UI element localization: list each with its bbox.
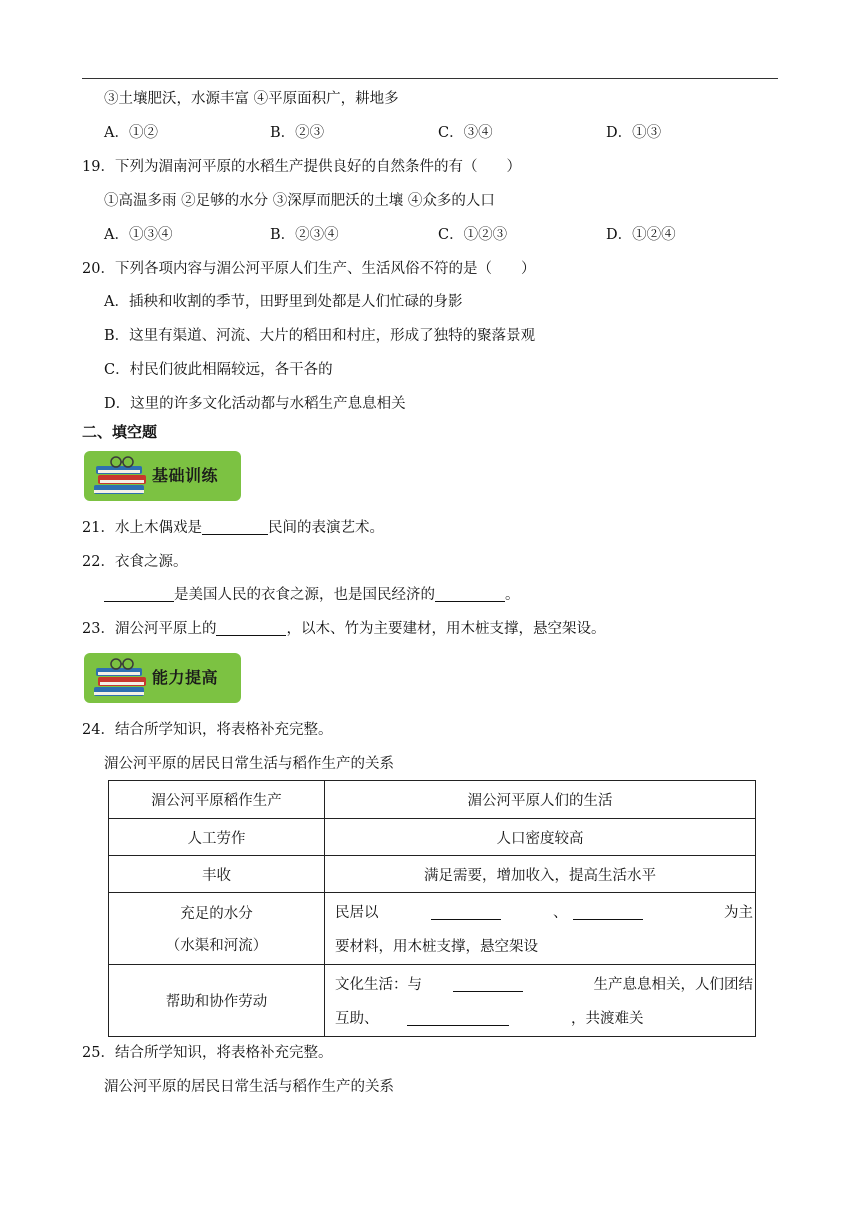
table-cell: 丰收 — [109, 856, 325, 893]
q18-option-a[interactable]: A．①② — [104, 125, 158, 141]
table-row — [109, 819, 756, 856]
q22-mid: 是美国人民的衣食之源，也是国民经济的 — [174, 587, 435, 603]
q18-items: ③土壤肥沃，水源丰富 ④平原面积广，耕地多 — [104, 91, 399, 107]
q18-option-b[interactable]: B．②③ — [270, 125, 325, 141]
q23-blank[interactable] — [216, 619, 286, 636]
cell-culture-b: 生产息息相关，人们团结 — [593, 977, 753, 993]
q20-stem: 20．下列各项内容与湄公河平原人们生产、生活风俗不符的是（ ） — [82, 261, 536, 277]
q25-stem: 25．结合所学知识，将表格补充完整。 — [82, 1045, 333, 1061]
q22-body — [104, 585, 520, 605]
housing-blank-1[interactable] — [431, 903, 501, 920]
table-header-left: 湄公河平原稻作生产 — [109, 781, 325, 819]
table-row — [109, 893, 756, 965]
q19-option-d[interactable]: D．①②④ — [606, 227, 676, 243]
table-cell: 人口密度较高 — [325, 819, 756, 856]
table-cell: 满足需要，增加收入，提高生活水平 — [325, 856, 756, 893]
q19-option-c[interactable]: C．①②③ — [438, 227, 508, 243]
q18-option-c[interactable]: C．③④ — [438, 125, 493, 141]
q19-option-a[interactable]: A．①③④ — [104, 227, 173, 243]
q21-pre: 21．水上木偶戏是 — [82, 520, 202, 536]
q22-blank-2[interactable] — [435, 585, 505, 602]
badge-advanced-label: 能力提高 — [152, 668, 219, 687]
table-row — [109, 965, 756, 1037]
table-cell: 人工劳作 — [109, 819, 325, 856]
q22-blank-1[interactable] — [104, 585, 174, 602]
q21 — [82, 518, 384, 538]
books-icon — [92, 455, 152, 499]
badge-advanced — [84, 653, 241, 703]
q24-caption: 湄公河平原的居民日常生活与稻作生产的关系 — [104, 756, 394, 772]
q23 — [82, 619, 605, 639]
books-icon — [92, 657, 152, 701]
q19-option-b[interactable]: B．②③④ — [270, 227, 339, 243]
badge-basic-training — [84, 451, 241, 501]
table-row — [109, 781, 756, 819]
q20-option-a[interactable]: A．插秧和收割的季节，田野里到处都是人们忙碌的身影 — [104, 294, 463, 310]
cell-culture-d: ，共渡难关 — [571, 1011, 644, 1027]
cell-housing-c: 要材料，用木桩支撑，悬空架设 — [335, 939, 538, 955]
q25-caption: 湄公河平原的居民日常生活与稻作生产的关系 — [104, 1079, 394, 1095]
q20-option-d[interactable]: D．这里的许多文化活动都与水稻生产息息相关 — [104, 396, 406, 412]
cell-water-note: （水渠和河流） — [165, 937, 268, 954]
table-row — [109, 856, 756, 893]
q23-pre: 23．湄公河平原上的 — [82, 621, 217, 637]
table-cell: 帮助和协作劳动 — [109, 965, 325, 1037]
q21-post: 民间的表演艺术。 — [267, 520, 384, 536]
section-heading-fill-in: 二、填空题 — [82, 423, 158, 441]
table-cell — [109, 893, 325, 965]
q20-option-b[interactable]: B．这里有渠道、河流、大片的稻田和村庄，形成了独特的聚落景观 — [104, 328, 536, 344]
badge-basic-label: 基础训练 — [152, 466, 219, 485]
table-cell — [325, 893, 756, 965]
cell-housing-a: 民居以 — [335, 905, 379, 921]
q22-end: 。 — [505, 587, 520, 603]
cell-housing-sep: 、 — [553, 905, 568, 921]
cell-culture-a: 文化生活：与 — [335, 977, 422, 993]
header-rule — [82, 78, 778, 79]
housing-blank-2[interactable] — [573, 903, 643, 920]
table-header-right: 湄公河平原人们的生活 — [325, 781, 756, 819]
cell-housing-b: 为主 — [724, 905, 753, 921]
q24-stem: 24．结合所学知识，将表格补充完整。 — [82, 722, 333, 738]
culture-blank-1[interactable] — [453, 975, 523, 992]
q18-option-d[interactable]: D．①③ — [606, 125, 662, 141]
q19-items: ①高温多雨 ②足够的水分 ③深厚而肥沃的土壤 ④众多的人口 — [104, 193, 495, 209]
relation-table — [108, 780, 756, 1037]
q22-stem: 22．衣食之源。 — [82, 554, 188, 570]
cell-culture-c: 互助、 — [335, 1011, 379, 1027]
culture-blank-2[interactable] — [407, 1009, 509, 1026]
table-cell — [325, 965, 756, 1037]
q20-option-c[interactable]: C．村民们彼此相隔较远，各干各的 — [104, 362, 333, 378]
q21-blank[interactable] — [202, 518, 268, 535]
q23-post: ，以木、竹为主要建材，用木桩支撑，悬空架设。 — [286, 621, 606, 637]
cell-water-title: 充足的水分 — [180, 905, 253, 922]
q19-stem: 19．下列为湄南河平原的水稻生产提供良好的自然条件的有（ ） — [82, 159, 521, 175]
